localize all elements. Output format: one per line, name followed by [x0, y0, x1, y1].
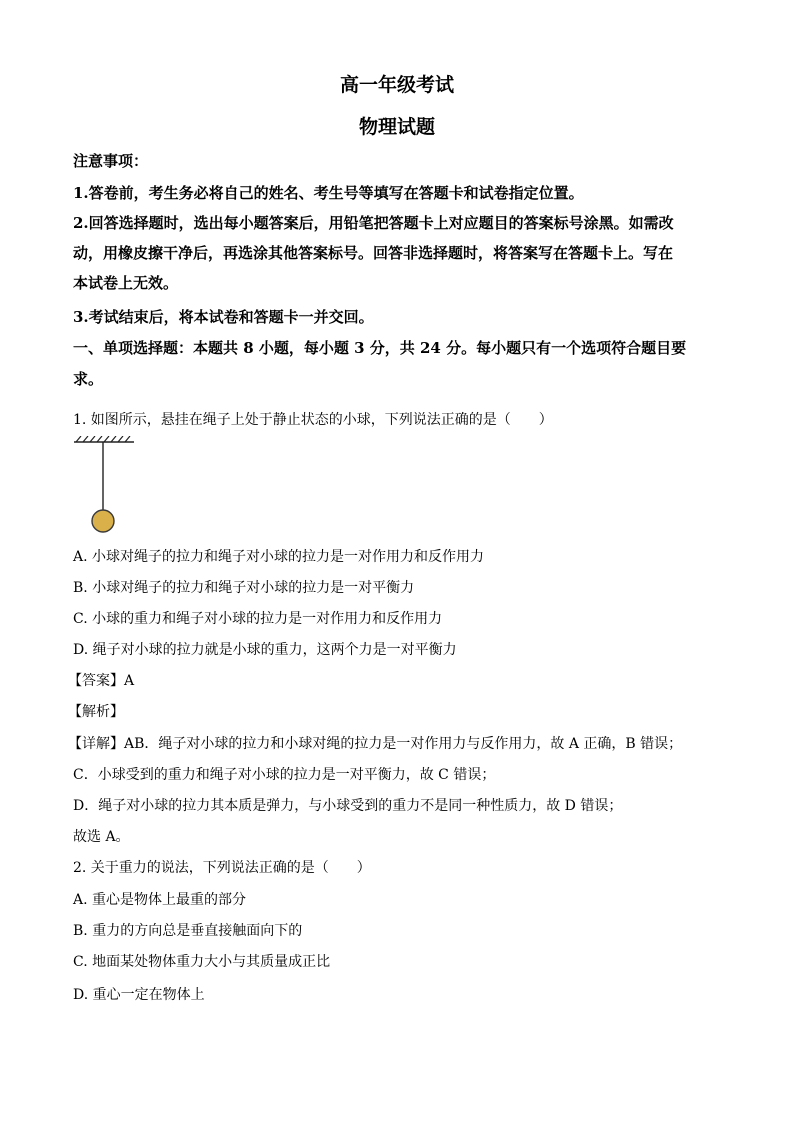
- q2-option-b: B. 重力的方向总是垂直接触面向下的: [73, 923, 303, 939]
- question-2-stem: 2. 关于重力的说法，下列说法正确的是（ ）: [73, 860, 371, 876]
- pendulum-figure: [72, 436, 136, 538]
- notice-item-2-cont: 动，用橡皮擦干净后，再选涂其他答案标号。回答非选择题时，将答案写在答题卡上。写在: [73, 244, 674, 262]
- q1-detail-3: D．绳子对小球的拉力其本质是弹力，与小球受到的重力不是同一种性质力，故 D 错误；: [73, 798, 623, 814]
- notice-item-1: 1.答卷前，考生务必将自己的姓名、考生号等填写在答题卡和试卷指定位置。: [73, 184, 584, 202]
- ball: [92, 510, 114, 532]
- q1-option-c: C. 小球的重力和绳子对小球的拉力是一对作用力和反作用力: [73, 611, 443, 627]
- q2-option-c: C. 地面某处物体重力大小与其质量成正比: [73, 954, 331, 970]
- page-subtitle: 物理试题: [358, 116, 435, 138]
- q1-detail-1: 【详解】AB．绳子对小球的拉力和小球对绳的拉力是一对作用力与反作用力，故 A 正确，B 错误；: [68, 736, 683, 752]
- q2-option-a: A. 重心是物体上最重的部分: [73, 892, 247, 908]
- q1-answer: 【答案】A: [68, 673, 135, 689]
- page-title: 高一年级考试: [339, 74, 454, 96]
- section-heading: 一、单项选择题：本题共 8 小题，每小题 3 分，共 24 分。每小题只有一个选项符合题目要: [73, 339, 687, 357]
- q1-option-a: A. 小球对绳子的拉力和绳子对小球的拉力是一对作用力和反作用力: [73, 549, 485, 565]
- q1-detail-2: C．小球受到的重力和绳子对小球的拉力是一对平衡力，故 C 错误；: [73, 767, 496, 783]
- notice-item-2: 2.回答选择题时，选出每小题答案后，用铅笔把答题卡上对应题目的答案标号涂黑。如需改: [73, 214, 674, 232]
- q1-detail-4: 故选 A。: [73, 829, 130, 845]
- q1-analysis-label: 【解析】: [68, 704, 124, 720]
- q1-option-b: B. 小球对绳子的拉力和绳子对小球的拉力是一对平衡力: [73, 580, 415, 596]
- question-1-stem: 1. 如图所示，悬挂在绳子上处于静止状态的小球，下列说法正确的是（ ）: [73, 412, 553, 428]
- ceiling-hatch: [76, 436, 130, 442]
- notice-item-2-end: 本试卷上无效。: [73, 274, 179, 292]
- notice-heading: 注意事项：: [73, 152, 149, 170]
- section-heading-cont: 求。: [73, 370, 104, 388]
- notice-item-3: 3.考试结束后，将本试卷和答题卡一并交回。: [73, 308, 374, 326]
- q1-option-d: D. 绳子对小球的拉力就是小球的重力，这两个力是一对平衡力: [73, 642, 457, 658]
- q2-option-d: D. 重心一定在物体上: [73, 987, 205, 1003]
